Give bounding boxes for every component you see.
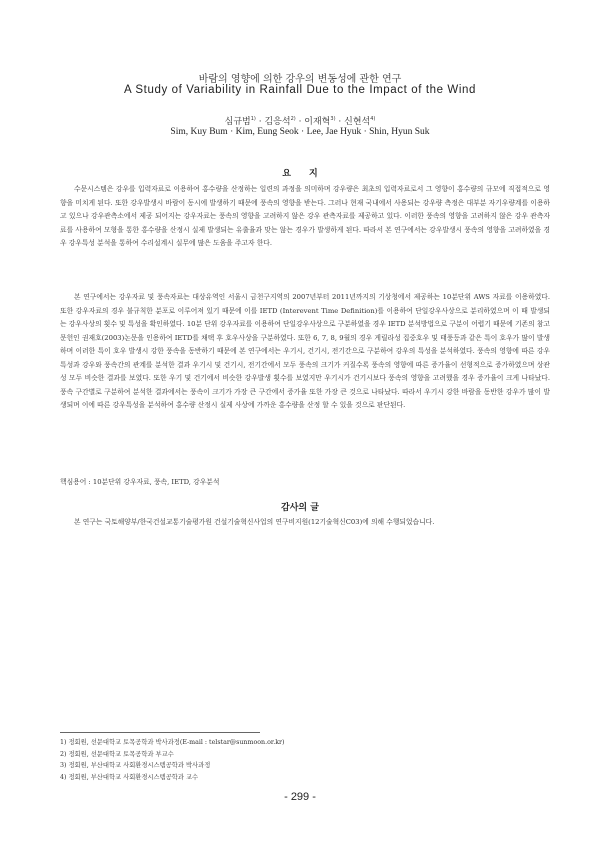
author-mark: 4) [370, 116, 376, 122]
keywords: 핵심용어 : 10분단위 강우자료, 풍속, IETD, 강우분석 [60, 478, 220, 486]
footnote-divider [60, 732, 260, 733]
author-separator: · [295, 117, 305, 127]
author-name: 신현석 [344, 117, 371, 127]
title-korean: 바람의 영향에 의한 강우의 변동성에 관한 연구 [198, 74, 402, 85]
author-mark: 1) [250, 116, 256, 122]
author-name: 심규범 [224, 117, 251, 127]
title-english: A Study of Variability in Rainfall Due to the Impact of the Wind [123, 84, 477, 96]
footnote-item: 1) 정회원, 선문대학교 토목공학과 박사과정(E-mail : telstar@sunmoon.or.kr) [60, 739, 285, 746]
abstract-paragraph: 본 연구에서는 강우자료 및 풍속자료는 대상유역인 서울시 금천구지역의 2007년부터 2011년까지의 기상청에서 제공하는 10분단위 AWS 자료를 이용하였다. 또한 강우자료의 경우 불규칙한 분포로 이루어져 있기 때문에 이를 IETD (Interevent Time Definition)를 이용하여 단일강우사상으로 분리하였으며 이 때 발생되는 강우사상의 횟수 및 특성을 확인하였다. 10분 단위 강우자료를 이용하여 단일강우사상으로 구분하였을 경우 IETD 분석방법으로 구분이 어렵기 때문에 기존의 참고문헌인 권재호(2003)논문을 인용하여 IETD를 채택 후 호우사상을 구분하였다. 또한 6, 7, 8, 9월의 경우 게릴라성 집중호우 및 태풍등과 같은 특이 호우가 많이 발생하며 이러한 특이 호우 발생시 강한 풍속을 동반하기 때문에 본 연구에서는 우기시, 건기시, 전기간으로 구분하여 강우의 특성을 분석하였다. 풍속의 영향에 따른 강우특성과 강우와 풍속간의 관계를 분석한 결과 우기시 및 건기시, 전기간에서 모두 풍속의 크기가 커질수록 풍속의 영향에 따른 증가율이 선형적으로 증가하였으며 상관성 모두 비슷한 결과를 보였다. 또한 우기 및 건기에서 비슷한 강우발생 횟수를 보였지만 우기시가 건기시보다 풍속의 영향을 고려했을 경우 증가율이 크게 나타났다. 풍속 구간별로 구분하여 분석한 결과에서는 풍속이 크기가 가장 큰 구간에서 증가율 또한 가장 큰 것으로 나타났다. 따라서 우기시 강한 바람을 동반한 강우가 많이 발생되며 이에 따른 강우특성을 분석하여 홍수량 산정시 실제 사상에 가까운 홍수량을 산정 할 수 있을 것으로 판단된다. [60, 293, 550, 409]
footnote-item: 2) 정회원, 선문대학교 토목공학과 부교수 [60, 750, 174, 758]
footnote-item: 4) 정회원, 부산대학교 사회환경시스템공학과 교수 [60, 774, 199, 782]
page-number: - 299 - [284, 791, 316, 803]
abstract-heading: 요지 [282, 169, 336, 179]
author-name: 김응석 [264, 117, 291, 127]
acknowledgement-heading: 감사의 글 [281, 503, 319, 513]
author-mark: 3) [330, 116, 336, 122]
author-separator: · [255, 117, 265, 127]
authors-korean [0, 114, 600, 127]
abstract-paragraph: 수문시스템은 강우를 입력자료로 이용하여 홍수량을 산정하는 일련의 과정을 의미하며 강우량은 최초의 입력자료로서 그 영향이 홍수량의 규모에 직접적으로 영향을 미치게 된다. 또한 강우발생시 바람이 동시에 발생하기 때문에 풍속의 영향을 받는다. 그러나 현재 국내에서 사용되는 강우량 측정은 대부분 자기우량계를 이용하고 있으나 강우관측소에서 제공 되어지는 강우자료는 풍속의 영향을 고려하지 않은 강우 관측자료를 제공하고 있다. 이러한 풍속의 영향을 고려하지 않은 강우 관측자료를 사용하여 모형을 통한 홍수량을 산정시 실제 발생되는 유출율과 맞는 않는 경우가 발생하게 된다. 따라서 본 연구에서는 강우발생시 풍속의 영향을 고려하였을 경우 강우특성 분석을 통하여 수리설계시 실무에 많은 도움을 주고자 한다. [60, 185, 550, 247]
footnotes [60, 737, 550, 784]
acknowledgement-text: 본 연구는 국토해양부/한국건설교통기술평가원 건설기술혁신사업의 연구비지원(12기술혁신C03)에 의해 수행되었습니다. [74, 518, 435, 526]
footnote-item: 3) 정회원, 부산대학교 사회환경시스템공학과 박사과정 [60, 762, 211, 770]
author-separator: · [335, 117, 345, 127]
author-name: 이재혁 [304, 117, 331, 127]
authors-english: Sim, Kuy Bum · Kim, Eung Seok · Lee, Jae Hyuk · Shin, Hyun Suk [170, 127, 430, 137]
author-mark: 2) [290, 116, 296, 122]
